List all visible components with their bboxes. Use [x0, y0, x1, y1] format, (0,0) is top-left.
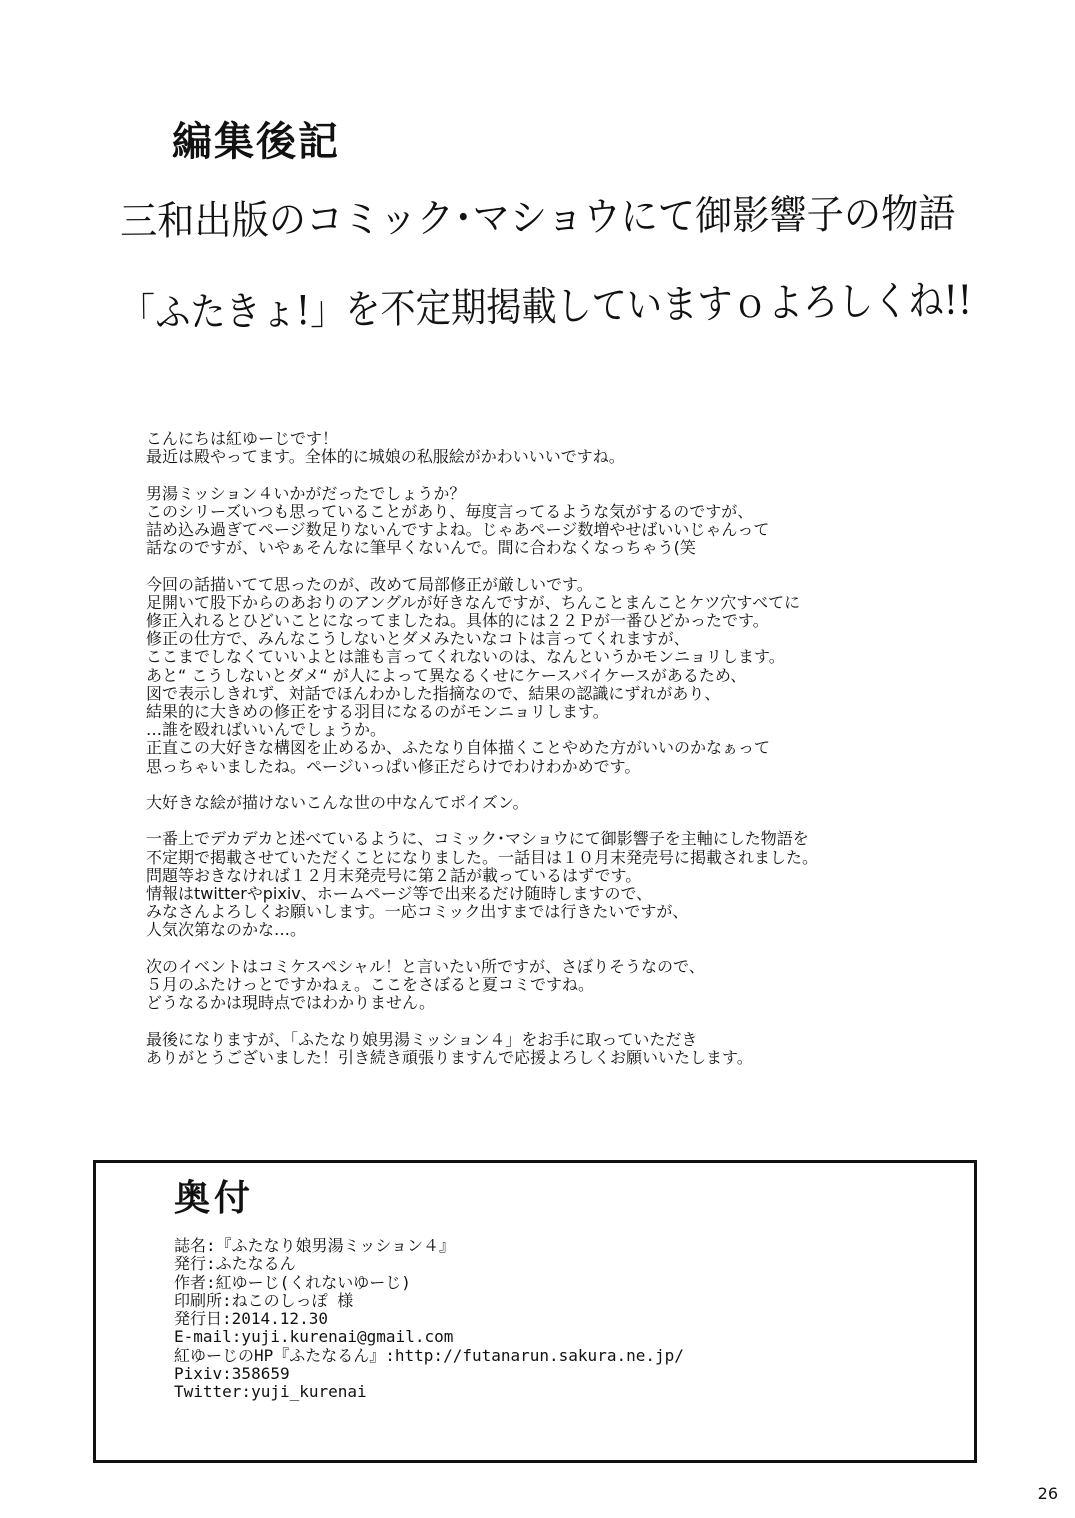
text-line: 正直この大好きな構図を止めるか、ふたなり自体描くことやめた方がいいのかなぁって [146, 738, 771, 758]
text-line: このシリーズいつも思っていることがあり、毎度言ってるような気がするのですが、 [146, 501, 754, 521]
text-line: 修正入れるとひどいことになってましたね。具体的には２２Ｐが一番ひどかったです。 [146, 611, 769, 630]
text-line: 思っちゃいましたね。ページいっぱい修正だらけでわけわかめです。 [146, 756, 641, 776]
colophon-box [93, 1160, 977, 1463]
paragraph [146, 430, 986, 466]
text-line: あと“ こうしないとダメ“ が人によって異なるくせにケースバイケースがあるため、 [146, 665, 747, 685]
text-line: 一番上でデカデカと述べているように、コミック･マショウにて御影響子を主軸にした物語を [146, 829, 809, 849]
text-line: …誰を殴ればいいんでしょうか。 [146, 720, 387, 740]
text-line: 男湯ミッション４いかがだったでしょうか？ [146, 483, 466, 503]
handwritten-announcement-line-1: 三和出版のコミック･マショウにて御影響子の物語 [119, 191, 956, 245]
text-line: 今回の話描いてて思ったのが、改めて局部修正が厳しいです。 [146, 574, 593, 594]
text-line: 次のイベントはコミケスペシャル！と言いたい所ですが、さぼりそうなので、 [146, 956, 705, 976]
colophon-item-pixiv: Pixiv:358659 [174, 1364, 290, 1384]
paragraph [146, 485, 986, 558]
colophon-list [174, 1237, 684, 1402]
text-line: 図で表示しきれず、対話でほんわかした指摘なので、結果の認識にずれがあり、 [146, 683, 721, 703]
colophon-item-date: 発行日:2014.12.30 [174, 1309, 328, 1329]
colophon-title: 奥付 [174, 1178, 255, 1219]
text-line: 問題等おきなければ１２月末発売号に第２話が載っているはずです。 [146, 865, 642, 885]
text-line: 結果的に大きめの修正をする羽目になるのがモンニョリします。 [146, 702, 609, 722]
text-line: ５月のふたけっとですかねぇ。ここをさぼると夏コミですね。 [146, 975, 595, 995]
handwritten-announcement-line-2: 「ふたきょ!」を不定期掲載していますｏよろしくね!! [119, 277, 973, 337]
colophon-item-homepage: 紅ゆーじのHP『ふたなるん』:http://futanarun.sakura.ne.jp/ [174, 1345, 684, 1365]
text-line: 不定期で掲載させていただくことになりました。一話目は１０月末発売号に掲載されました。 [146, 847, 819, 867]
colophon-item-email: E-mail:yuji.kurenai@gmail.com [174, 1327, 454, 1347]
text-line: 最近は殿やってます。全体的に城娘の私服絵がかわいいいですね。 [146, 447, 625, 467]
text-line: みなさんよろしくお願いします。一応コミック出すまでは行きたいですが、 [146, 902, 689, 922]
page-title: 編集後記 [172, 119, 340, 165]
paragraph [146, 576, 986, 776]
colophon-item-printer: 印刷所:ねこのしっぽ 様 [174, 1290, 354, 1310]
page-number: 26 [1037, 1484, 1058, 1503]
paragraph [146, 1031, 986, 1067]
text-line: 情報はtwitterやpixiv、ホームページ等で出来るだけ随時しますので、 [146, 884, 653, 904]
text-line: こんにちは紅ゆーじです！ [146, 429, 339, 448]
text-line: 最後になりますが、「ふたなり娘男湯ミッション４」をお手に取っていただき [146, 1029, 698, 1049]
text-line: 話なのですが、いやぁそんなに筆早くないんで。間に合わなくなっちゃう(笑 [146, 538, 696, 558]
paragraph [146, 958, 986, 1013]
text-line: ありがとうございました！引き続き頑張りますんで応援よろしくお願いいたします。 [146, 1047, 753, 1067]
colophon-item-publisher: 発行:ふたなるん [174, 1254, 296, 1274]
text-line: 大好きな絵が描けないこんな世の中なんてポイズン。 [146, 793, 529, 813]
afterword-body [146, 430, 986, 1085]
paragraph [146, 794, 986, 812]
text-line: 修正の仕方で、みんなこうしないとダメみたいなコトは言ってくれますが、 [146, 629, 690, 649]
paragraph [146, 830, 986, 939]
colophon-item-title: 誌名:『ふたなり娘男湯ミッション４』 [174, 1236, 455, 1255]
text-line: 人気次第なのかな…。 [146, 920, 307, 940]
colophon-item-twitter: Twitter:yuji_kurenai [174, 1382, 367, 1402]
colophon-item-author: 作者:紅ゆーじ(くれないゆーじ) [174, 1272, 411, 1292]
text-line: 足開いて股下からのあおりのアングルが好きなんですが、ちんことまんことケツ穴すべてに [146, 592, 801, 612]
text-line: どうなるかは現時点ではわかりません。 [146, 993, 435, 1013]
text-line: ここまでしなくていいよとは誰も言ってくれないのは、なんというかモンニョリします。 [146, 647, 785, 667]
text-line: 詰め込み過ぎてページ数足りないんですよね。じゃあページ数増やせばいいじゃんって [146, 520, 770, 539]
